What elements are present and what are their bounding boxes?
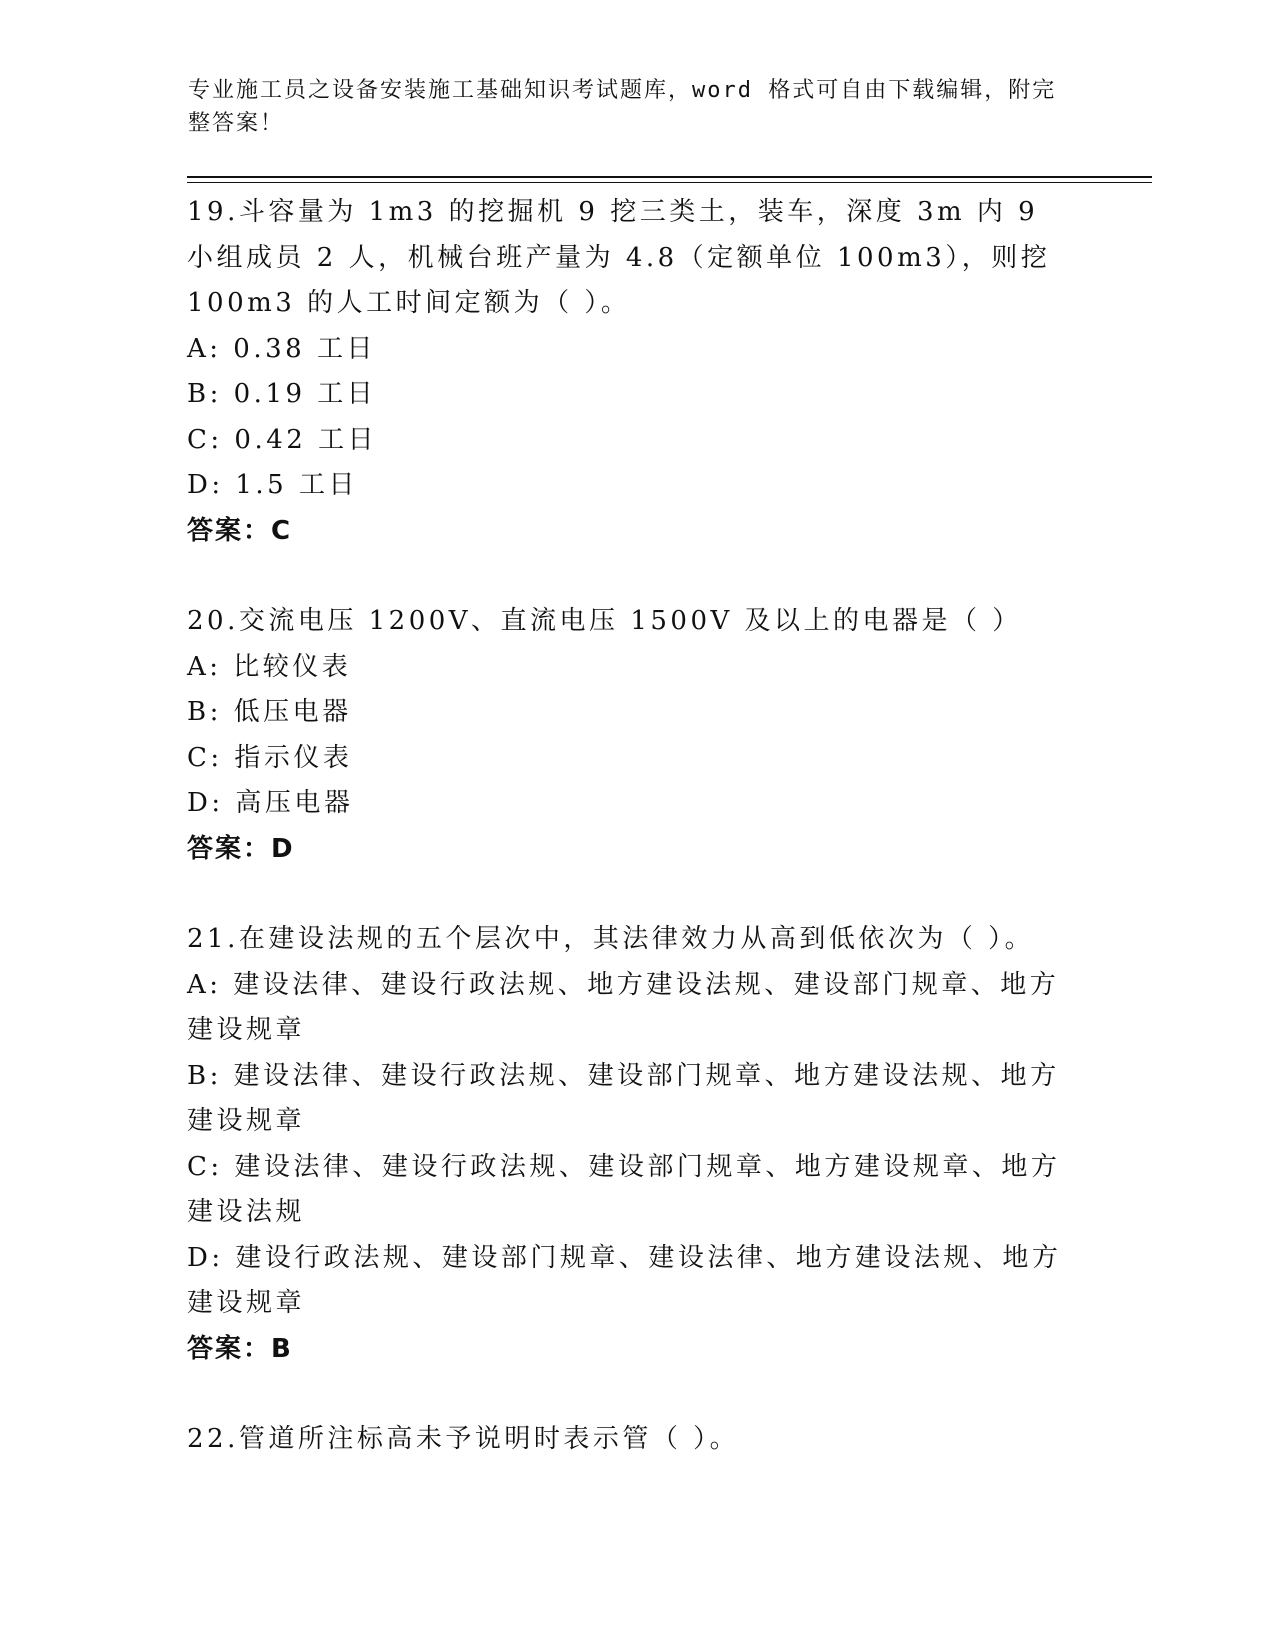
- option-d: D: 高压电器: [187, 788, 354, 818]
- option-b: B: 低压电器: [187, 697, 352, 727]
- question-text: 21.在建设法规的五个层次中，其法律效力从高到低依次为（ ）。: [187, 924, 1035, 954]
- header-line-2: 整答案！: [188, 111, 285, 136]
- option-c: C: 0.42 工日: [187, 424, 378, 455]
- option-b: B: 建设法律、建设行政法规、建设部门规章、地方建设法规、地方建设规章: [187, 1060, 1060, 1136]
- option-d: D: 建设行政法规、建设部门规章、建设法律、地方建设法规、地方建设规章: [187, 1242, 1062, 1318]
- question-22: [187, 1417, 1077, 1463]
- answer: 答案：B: [187, 1333, 293, 1364]
- option-a: A: 建设法律、建设行政法规、地方建设法规、建设部门规章、地方建设规章: [187, 969, 1060, 1045]
- question-19: [187, 190, 1077, 554]
- answer: 答案：C: [187, 515, 293, 546]
- question-text: 22.管道所注标高未予说明时表示管（ ）。: [187, 1424, 740, 1454]
- option-b: B: 0.19 工日: [187, 379, 377, 409]
- document-header: [188, 74, 1068, 140]
- answer: 答案：D: [187, 833, 295, 864]
- header-divider-thin: [187, 182, 1152, 183]
- option-a: A: 0.38 工日: [187, 333, 376, 364]
- question-text: 20.交流电压 1200V、直流电压 1500V 及以上的电器是（ ）: [187, 606, 1022, 636]
- option-a: A: 比较仪表: [187, 651, 352, 682]
- question-list: [187, 190, 1077, 1508]
- question-text: 19.斗容量为 1m3 的挖掘机 9 挖三类土，装车，深度 3m 内 9 小组成员 2 人，机械台班产量为 4.8（定额单位 100m3），则挖 100m3 的人工时间定额为（ ）。: [187, 197, 1051, 318]
- header-divider-thick: [187, 176, 1152, 178]
- header-line-1: 专业施工员之设备安装施工基础知识考试题库，word 格式可自由下载编辑，附完: [188, 78, 1057, 103]
- option-c: C: 指示仪表: [187, 742, 353, 773]
- option-c: C: 建设法律、建设行政法规、建设部门规章、地方建设规章、地方建设法规: [187, 1151, 1061, 1227]
- question-21: [187, 917, 1077, 1372]
- option-d: D: 1.5 工日: [187, 470, 358, 500]
- question-20: [187, 599, 1077, 872]
